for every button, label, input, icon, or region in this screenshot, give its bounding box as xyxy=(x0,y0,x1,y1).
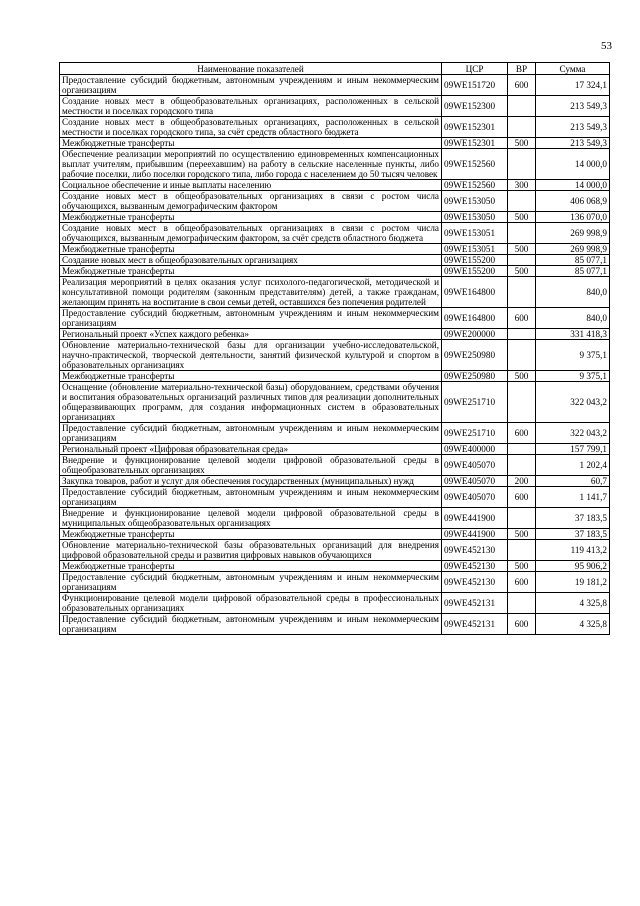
table-row xyxy=(60,561,610,572)
table-row xyxy=(60,244,610,255)
row-csr-cell: 09WE152301 xyxy=(442,138,508,149)
table-row xyxy=(60,444,610,455)
row-vr-cell: 600 xyxy=(508,487,536,508)
row-name-cell: Создание новых мест в общеобразовательных организациях, расположенных в сельской местности и поселках городского типа, за счёт средств областного бюджета xyxy=(60,117,442,138)
row-name-cell: Межбюджетные трансферты xyxy=(60,529,442,540)
row-csr-cell: 09WE250980 xyxy=(442,371,508,382)
row-name-cell: Предоставление субсидий бюджетным, автономным учреждениям и иным некоммерческим организациям xyxy=(60,308,442,329)
row-name-cell: Межбюджетные трансферты xyxy=(60,212,442,223)
row-sum-cell: 322 043,2 xyxy=(536,423,610,444)
row-vr-cell: 600 xyxy=(508,308,536,329)
row-vr-cell: 500 xyxy=(508,371,536,382)
table-row xyxy=(60,487,610,508)
row-name-cell: Внедрение и функционирование целевой модели цифровой образовательной среды в муниципальных общеобразовательных организациях xyxy=(60,508,442,529)
table-row xyxy=(60,329,610,340)
row-name-cell: Оснащение (обновление материально-технической базы) оборудованием, средствами обучения и воспитания образовательных организаций различных типов для реализации дополнительных общеразвивающих программ, для создания информационных систем в образовательных организациях xyxy=(60,382,442,423)
row-csr-cell: 09WE153051 xyxy=(442,244,508,255)
header-csr: ЦСР xyxy=(442,63,508,75)
row-vr-cell xyxy=(508,223,536,244)
row-sum-cell: 840,0 xyxy=(536,308,610,329)
table-row xyxy=(60,96,610,117)
row-csr-cell: 09WE452130 xyxy=(442,572,508,593)
row-name-cell: Создание новых мест в общеобразовательных организациях в связи с ростом числа обучающихся, вызванным демографическим фактором, за счёт средств областного бюджета xyxy=(60,223,442,244)
row-vr-cell xyxy=(508,340,536,371)
row-name-cell: Создание новых мест в общеобразовательных организациях в связи с ростом числа обучающихся, вызванным демографическим фактором xyxy=(60,191,442,212)
row-sum-cell: 17 324,1 xyxy=(536,75,610,96)
table-row xyxy=(60,180,610,191)
row-csr-cell: 09WE452130 xyxy=(442,540,508,561)
row-vr-cell xyxy=(508,191,536,212)
row-csr-cell: 09WE405070 xyxy=(442,455,508,476)
row-csr-cell: 09WE441900 xyxy=(442,508,508,529)
row-name-cell: Межбюджетные трансферты xyxy=(60,138,442,149)
row-vr-cell xyxy=(508,117,536,138)
table-row xyxy=(60,572,610,593)
row-sum-cell: 85 077,1 xyxy=(536,266,610,277)
row-sum-cell: 213 549,3 xyxy=(536,96,610,117)
row-csr-cell: 09WE152301 xyxy=(442,117,508,138)
row-name-cell: Предоставление субсидий бюджетным, автономным учреждениям и иным некоммерческим организациям xyxy=(60,614,442,635)
table-row xyxy=(60,455,610,476)
row-sum-cell: 4 325,8 xyxy=(536,614,610,635)
row-csr-cell: 09WE151720 xyxy=(442,75,508,96)
row-name-cell: Обновление материально-технической базы образовательных организаций для внедрения цифровой образовательной среды и развития цифровых навыков обучающихся xyxy=(60,540,442,561)
budget-table xyxy=(59,62,610,635)
row-vr-cell: 500 xyxy=(508,266,536,277)
row-name-cell: Предоставление субсидий бюджетным, автономным учреждениям и иным некоммерческим организациям xyxy=(60,75,442,96)
row-sum-cell: 37 183,5 xyxy=(536,529,610,540)
row-vr-cell xyxy=(508,508,536,529)
row-vr-cell xyxy=(508,593,536,614)
row-name-cell: Функционирование целевой модели цифровой образовательной среды в профессиональных образовательных организациях xyxy=(60,593,442,614)
row-csr-cell: 09WE200000 xyxy=(442,329,508,340)
row-csr-cell: 09WE155200 xyxy=(442,266,508,277)
row-vr-cell xyxy=(508,329,536,340)
row-vr-cell xyxy=(508,540,536,561)
row-name-cell: Социальное обеспечение и иные выплаты населению xyxy=(60,180,442,191)
table-row xyxy=(60,423,610,444)
row-csr-cell: 09WE164800 xyxy=(442,308,508,329)
row-name-cell: Создание новых мест в общеобразовательных организациях, расположенных в сельской местности и поселках городского типа xyxy=(60,96,442,117)
row-csr-cell: 09WE152300 xyxy=(442,96,508,117)
row-name-cell: Региональный проект «Успех каждого ребенка» xyxy=(60,329,442,340)
row-sum-cell: 406 068,9 xyxy=(536,191,610,212)
row-name-cell: Обеспечение реализации мероприятий по осуществлению единовременных компенсационных выплат учителям, прибывшим (переехавшим) на работу в сельские населенные пункты, либо рабочие поселки, либо поселки городского типа, либо города с населением до 50 тысяч человек xyxy=(60,149,442,180)
row-csr-cell: 09WE250980 xyxy=(442,340,508,371)
row-name-cell: Предоставление субсидий бюджетным, автономным учреждениям и иным некоммерческим организациям xyxy=(60,572,442,593)
row-sum-cell: 14 000,0 xyxy=(536,180,610,191)
table-row xyxy=(60,476,610,487)
row-csr-cell: 09WE400000 xyxy=(442,444,508,455)
table-row xyxy=(60,117,610,138)
row-sum-cell: 119 413,2 xyxy=(536,540,610,561)
table-row xyxy=(60,75,610,96)
row-vr-cell: 600 xyxy=(508,423,536,444)
table-header-row xyxy=(60,63,610,75)
row-name-cell: Обновление материально-технической базы для организации учебно-исследовательской, научно-практической, творческой деятельности, занятий физической культурой и спортом в образовательных организациях xyxy=(60,340,442,371)
row-name-cell: Межбюджетные трансферты xyxy=(60,371,442,382)
table-row xyxy=(60,340,610,371)
row-name-cell: Создание новых мест в общеобразовательных организациях xyxy=(60,255,442,266)
row-sum-cell: 85 077,1 xyxy=(536,255,610,266)
row-vr-cell xyxy=(508,255,536,266)
table-row xyxy=(60,212,610,223)
row-sum-cell: 136 070,0 xyxy=(536,212,610,223)
header-sum: Сумма xyxy=(536,63,610,75)
row-sum-cell: 19 181,2 xyxy=(536,572,610,593)
row-sum-cell: 4 325,8 xyxy=(536,593,610,614)
row-sum-cell: 157 799,1 xyxy=(536,444,610,455)
table-row xyxy=(60,277,610,308)
row-sum-cell: 14 000,0 xyxy=(536,149,610,180)
row-vr-cell xyxy=(508,455,536,476)
row-vr-cell xyxy=(508,149,536,180)
row-vr-cell: 600 xyxy=(508,75,536,96)
row-name-cell: Реализация мероприятий в целях оказания услуг психолого-педагогической, методической и консультативной помощи родителям (законным представителям) детей, а также гражданам, желающим принять на воспитание в свои семьи детей, оставшихся без попечения родителей xyxy=(60,277,442,308)
row-vr-cell: 300 xyxy=(508,180,536,191)
table-row xyxy=(60,223,610,244)
row-csr-cell: 09WE251710 xyxy=(442,423,508,444)
row-csr-cell: 09WE452131 xyxy=(442,614,508,635)
row-csr-cell: 09WE153051 xyxy=(442,223,508,244)
row-vr-cell: 500 xyxy=(508,529,536,540)
row-name-cell: Межбюджетные трансферты xyxy=(60,266,442,277)
row-csr-cell: 09WE152560 xyxy=(442,149,508,180)
row-vr-cell xyxy=(508,444,536,455)
row-csr-cell: 09WE405070 xyxy=(442,476,508,487)
row-sum-cell: 213 549,3 xyxy=(536,117,610,138)
table-row xyxy=(60,191,610,212)
table-row xyxy=(60,382,610,423)
row-sum-cell: 269 998,9 xyxy=(536,223,610,244)
row-sum-cell: 37 183,5 xyxy=(536,508,610,529)
row-csr-cell: 09WE153050 xyxy=(442,191,508,212)
row-sum-cell: 95 906,2 xyxy=(536,561,610,572)
header-vr: ВР xyxy=(508,63,536,75)
row-csr-cell: 09WE405070 xyxy=(442,487,508,508)
table-row xyxy=(60,308,610,329)
table-row xyxy=(60,540,610,561)
row-name-cell: Внедрение и функционирование целевой модели цифровой образовательной среды в общеобразовательных организациях xyxy=(60,455,442,476)
table-row xyxy=(60,138,610,149)
header-name: Наименование показателей xyxy=(60,63,442,75)
row-sum-cell: 9 375,1 xyxy=(536,371,610,382)
table-row xyxy=(60,529,610,540)
row-sum-cell: 9 375,1 xyxy=(536,340,610,371)
row-csr-cell: 09WE251710 xyxy=(442,382,508,423)
row-csr-cell: 09WE452130 xyxy=(442,561,508,572)
table-row xyxy=(60,266,610,277)
row-csr-cell: 09WE152560 xyxy=(442,180,508,191)
row-sum-cell: 1 141,7 xyxy=(536,487,610,508)
row-vr-cell xyxy=(508,96,536,117)
row-csr-cell: 09WE441900 xyxy=(442,529,508,540)
row-sum-cell: 840,0 xyxy=(536,277,610,308)
row-vr-cell: 500 xyxy=(508,138,536,149)
row-vr-cell: 500 xyxy=(508,244,536,255)
row-vr-cell: 500 xyxy=(508,561,536,572)
row-csr-cell: 09WE452131 xyxy=(442,593,508,614)
row-sum-cell: 60,7 xyxy=(536,476,610,487)
row-vr-cell xyxy=(508,382,536,423)
row-name-cell: Закупка товаров, работ и услуг для обеспечения государственных (муниципальных) нужд xyxy=(60,476,442,487)
row-sum-cell: 322 043,2 xyxy=(536,382,610,423)
row-sum-cell: 269 998,9 xyxy=(536,244,610,255)
table-body xyxy=(60,75,610,635)
row-name-cell: Межбюджетные трансферты xyxy=(60,561,442,572)
row-csr-cell: 09WE155200 xyxy=(442,255,508,266)
row-name-cell: Предоставление субсидий бюджетным, автономным учреждениям и иным некоммерческим организациям xyxy=(60,487,442,508)
row-vr-cell: 200 xyxy=(508,476,536,487)
table-row xyxy=(60,255,610,266)
row-sum-cell: 213 549,3 xyxy=(536,138,610,149)
table-row xyxy=(60,593,610,614)
page-number: 53 xyxy=(601,40,612,52)
row-vr-cell: 600 xyxy=(508,614,536,635)
row-csr-cell: 09WE164800 xyxy=(442,277,508,308)
table-row xyxy=(60,508,610,529)
row-vr-cell: 500 xyxy=(508,212,536,223)
table-row xyxy=(60,149,610,180)
row-sum-cell: 331 418,3 xyxy=(536,329,610,340)
row-vr-cell xyxy=(508,277,536,308)
row-sum-cell: 1 202,4 xyxy=(536,455,610,476)
row-vr-cell: 600 xyxy=(508,572,536,593)
row-name-cell: Предоставление субсидий бюджетным, автономным учреждениям и иным некоммерческим организациям xyxy=(60,423,442,444)
row-name-cell: Региональный проект «Цифровая образовательная среда» xyxy=(60,444,442,455)
table-row xyxy=(60,371,610,382)
row-csr-cell: 09WE153050 xyxy=(442,212,508,223)
row-name-cell: Межбюджетные трансферты xyxy=(60,244,442,255)
table-row xyxy=(60,614,610,635)
